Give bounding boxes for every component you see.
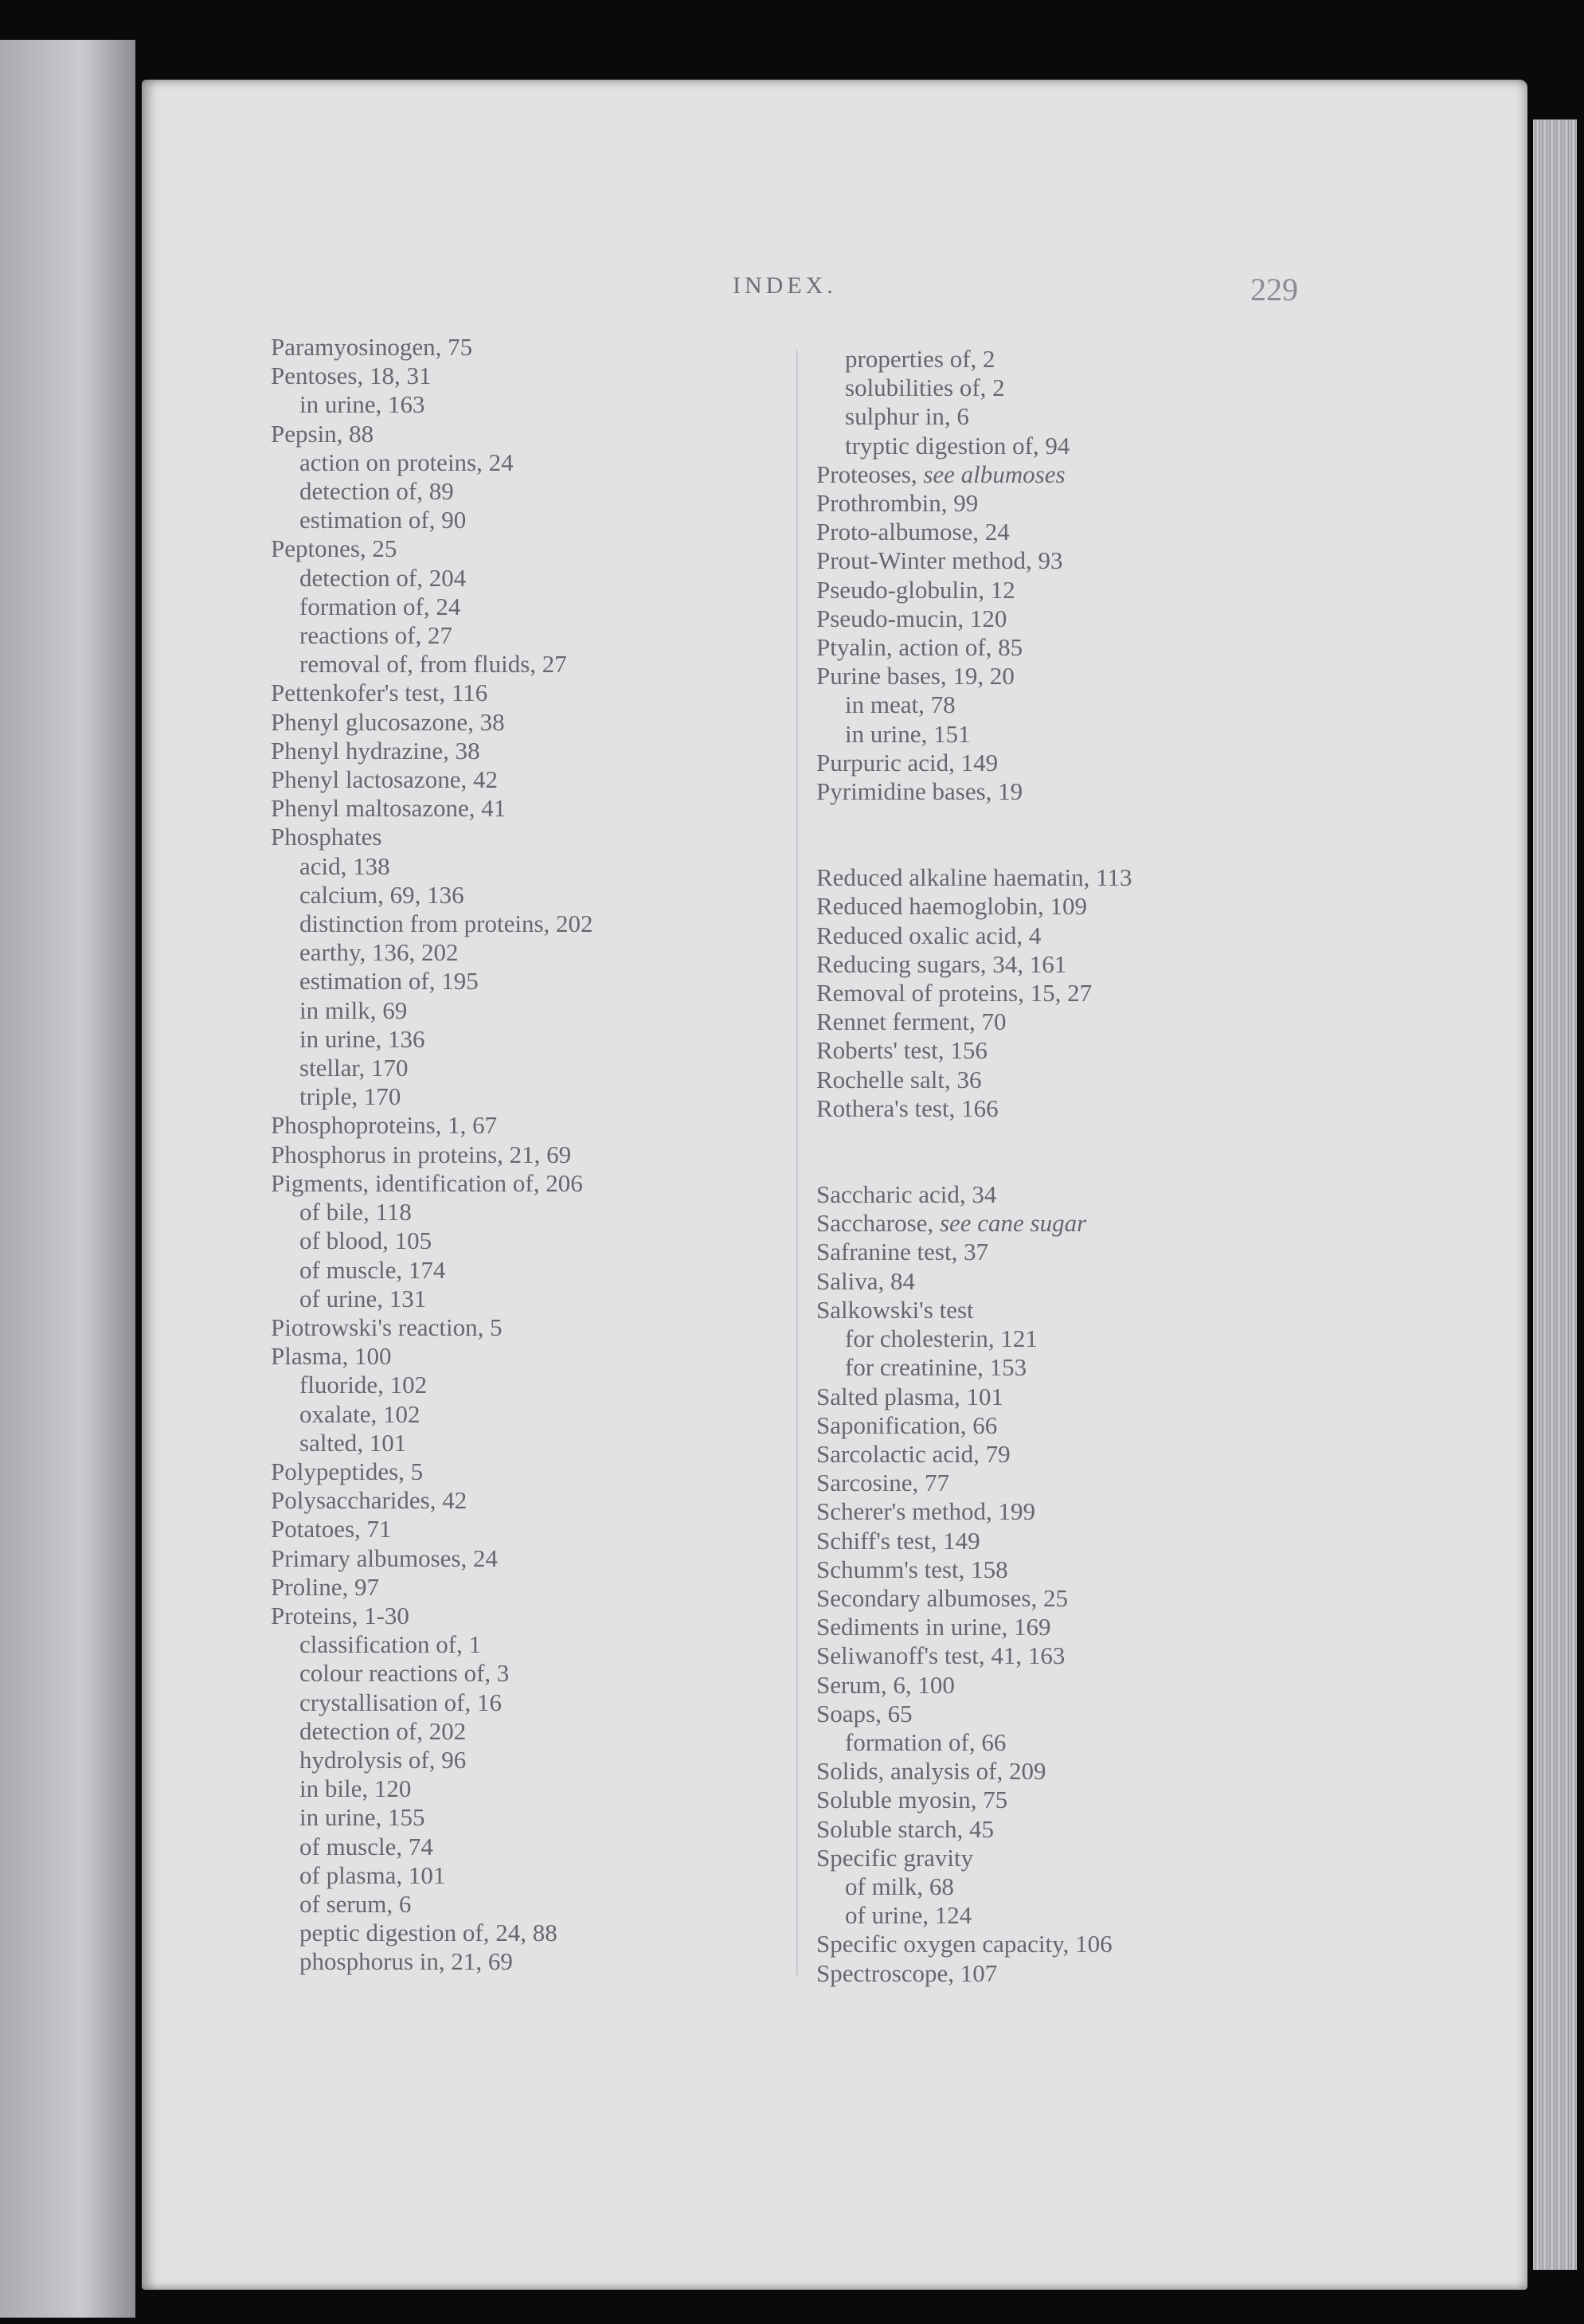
index-entry <box>816 1469 1390 1497</box>
index-subentry <box>816 1872 1390 1901</box>
index-entry <box>271 1111 844 1140</box>
index-entry <box>816 1180 1390 1209</box>
index-entry <box>816 1584 1390 1613</box>
index-column-left <box>271 333 844 1977</box>
entry-text: Saccharose, <box>816 1209 934 1238</box>
index-subentry <box>816 691 1390 719</box>
entry-text: properties of, 2 <box>845 345 995 373</box>
index-entry <box>816 546 1390 575</box>
index-entry <box>816 489 1390 518</box>
entry-text: Soaps, 65 <box>816 1699 913 1727</box>
entry-text: crystallisation of, 16 <box>299 1688 502 1716</box>
entry-text: Pentoses, 18, 31 <box>271 362 432 390</box>
entry-text: Reduced alkaline haematin, 113 <box>816 863 1132 892</box>
index-entry <box>816 1671 1390 1700</box>
index-subentry <box>271 881 844 910</box>
entry-text: Proteoses, <box>816 460 917 488</box>
entry-text: Schiff's test, 149 <box>816 1526 980 1555</box>
index-subentry <box>271 1429 844 1457</box>
index-subentry <box>271 448 844 477</box>
index-entry <box>816 1383 1390 1411</box>
entry-text: of plasma, 101 <box>299 1860 446 1889</box>
entry-text: Prout-Winter method, 93 <box>816 546 1063 575</box>
entry-text: Phosphorus in proteins, 21, 69 <box>271 1140 572 1168</box>
index-entry <box>816 1036 1390 1065</box>
index-entry <box>816 1411 1390 1440</box>
index-entry <box>271 534 844 563</box>
index-entry <box>271 1602 844 1630</box>
see-reference: see albumoses <box>923 460 1066 488</box>
entry-text: Specific gravity <box>816 1843 974 1872</box>
entry-text: estimation of, 90 <box>299 506 467 534</box>
entry-text: Proteins, 1-30 <box>271 1601 409 1630</box>
entry-text: detection of, 202 <box>299 1716 467 1745</box>
entry-text: Seliwanoff's test, 41, 163 <box>816 1641 1066 1670</box>
entry-text: Prothrombin, 99 <box>816 489 979 518</box>
entry-text: Sarcolactic acid, 79 <box>816 1439 1011 1468</box>
index-subentry <box>816 1901 1390 1930</box>
entry-text: Soluble starch, 45 <box>816 1814 994 1843</box>
entry-text: Phosphoproteins, 1, 67 <box>271 1111 498 1140</box>
index-entry <box>816 576 1390 604</box>
index-subentry <box>271 1890 844 1919</box>
index-entry <box>271 1515 844 1543</box>
entry-text: Salkowski's test <box>816 1295 974 1324</box>
entry-text: Schumm's test, 158 <box>816 1555 1008 1583</box>
entry-text: Pettenkofer's test, 116 <box>271 679 488 707</box>
index-entry <box>816 1641 1390 1670</box>
entry-text: peptic digestion of, 24, 88 <box>299 1919 557 1947</box>
entry-text: Sarcosine, 77 <box>816 1469 950 1497</box>
index-subentry <box>271 1919 844 1947</box>
entry-text: of urine, 131 <box>299 1284 427 1313</box>
entry-text: Proto-albumose, 24 <box>816 518 1010 546</box>
entry-text: Proline, 97 <box>271 1572 380 1601</box>
index-subentry <box>271 1659 844 1688</box>
entry-text: calcium, 69, 136 <box>299 880 464 909</box>
index-entry <box>271 1342 844 1371</box>
entry-text: reactions of, 27 <box>299 621 452 650</box>
index-entry <box>816 1296 1390 1324</box>
index-subentry <box>271 1285 844 1313</box>
entry-text: of milk, 68 <box>845 1872 954 1900</box>
entry-text: Saponification, 66 <box>816 1410 998 1439</box>
index-subentry <box>271 390 844 419</box>
entry-text: hydrolysis of, 96 <box>299 1745 467 1774</box>
index-subentry <box>271 1054 844 1082</box>
facing-page-edge <box>0 40 135 2318</box>
index-entry <box>271 1544 844 1573</box>
index-entry <box>816 1757 1390 1786</box>
entry-text: in meat, 78 <box>845 691 956 719</box>
entry-text: Rothera's test, 166 <box>816 1094 999 1122</box>
entry-text: acid, 138 <box>299 851 390 880</box>
entry-text: Pepsin, 88 <box>271 419 374 448</box>
index-entry <box>816 1930 1390 1958</box>
index-entry <box>816 1555 1390 1584</box>
page-stack-edge <box>1533 119 1577 2270</box>
index-subentry <box>271 1833 844 1861</box>
index-subentry <box>271 1947 844 1976</box>
entry-text: Saliva, 84 <box>816 1266 915 1295</box>
entry-text: oxalate, 102 <box>299 1399 420 1428</box>
index-subentry <box>271 1630 844 1659</box>
index-entry <box>816 1815 1390 1844</box>
entry-text: Reducing sugars, 34, 161 <box>816 949 1067 978</box>
entry-text: fluoride, 102 <box>299 1371 428 1399</box>
index-subentry <box>271 938 844 967</box>
index-entry <box>816 1786 1390 1814</box>
entry-text: Polysaccharides, 42 <box>271 1486 467 1515</box>
entry-text: Scherer's method, 199 <box>816 1497 1036 1526</box>
index-subentry <box>271 1774 844 1803</box>
entry-text: solubilities of, 2 <box>845 374 1005 402</box>
index-entry <box>816 662 1390 691</box>
index-entry <box>271 333 844 362</box>
entry-text: Solids, analysis of, 209 <box>816 1757 1046 1786</box>
entry-text: formation of, 66 <box>845 1727 1007 1756</box>
index-entry <box>816 892 1390 921</box>
index-entry <box>816 1440 1390 1469</box>
index-subentry <box>271 996 844 1025</box>
index-entry <box>816 1209 1390 1238</box>
index-subentry <box>271 967 844 996</box>
index-entry <box>271 420 844 448</box>
entry-text: sulphur in, 6 <box>845 402 969 431</box>
index-entry <box>816 1267 1390 1296</box>
index-subentry <box>271 910 844 938</box>
index-entry <box>816 1094 1390 1123</box>
index-entry <box>816 518 1390 546</box>
index-subentry <box>271 1746 844 1774</box>
entry-text: tryptic digestion of, 94 <box>845 431 1070 460</box>
index-entry <box>271 1140 844 1169</box>
entry-text: in urine, 163 <box>299 390 425 419</box>
index-entry <box>816 1844 1390 1872</box>
index-entry <box>816 749 1390 777</box>
entry-text: of serum, 6 <box>299 1889 412 1918</box>
entry-text: Pigments, identification of, 206 <box>271 1168 583 1197</box>
entry-text: Roberts' test, 156 <box>816 1036 988 1065</box>
entry-text: of muscle, 74 <box>299 1832 433 1860</box>
entry-text: for creatinine, 153 <box>845 1353 1027 1382</box>
entry-text: Purpuric acid, 149 <box>816 748 999 777</box>
running-head: INDEX. <box>733 272 837 299</box>
index-entry <box>271 823 844 851</box>
entry-text: of blood, 105 <box>299 1227 432 1255</box>
index-subentry <box>271 593 844 621</box>
index-entry <box>271 1486 844 1515</box>
index-entry <box>816 633 1390 662</box>
index-entry <box>816 1959 1390 1988</box>
index-entry <box>816 460 1390 489</box>
entry-text: Pyrimidine bases, 19 <box>816 777 1023 806</box>
entry-text: formation of, 24 <box>299 592 461 620</box>
entry-text: colour reactions of, 3 <box>299 1659 510 1688</box>
entry-text: Potatoes, 71 <box>271 1515 392 1543</box>
entry-text: Rennet ferment, 70 <box>816 1007 1007 1036</box>
index-entry <box>271 1313 844 1342</box>
entry-text: Reduced haemoglobin, 109 <box>816 892 1088 921</box>
entry-text: Ptyalin, action of, 85 <box>816 633 1023 662</box>
index-entry <box>816 777 1390 806</box>
index-entry <box>816 950 1390 979</box>
entry-text: action on proteins, 24 <box>299 448 514 476</box>
entry-text: earthy, 136, 202 <box>299 938 459 967</box>
entry-text: in bile, 120 <box>299 1774 412 1803</box>
index-subentry <box>271 1256 844 1285</box>
entry-text: removal of, from fluids, 27 <box>299 650 567 679</box>
entry-text: Phenyl lactosazone, 42 <box>271 765 498 794</box>
index-subentry <box>271 1400 844 1429</box>
entry-text: Safranine test, 37 <box>816 1238 989 1266</box>
index-entry <box>271 794 844 823</box>
entry-text: in urine, 136 <box>299 1024 425 1053</box>
entry-text: Pseudo-mucin, 120 <box>816 604 1007 632</box>
index-subentry <box>816 402 1390 431</box>
entry-text: Phenyl hydrazine, 38 <box>271 736 480 765</box>
index-column-right <box>816 345 1390 1988</box>
entry-text: of bile, 118 <box>299 1198 412 1227</box>
entry-text: Primary albumoses, 24 <box>271 1543 498 1572</box>
index-entry <box>271 1457 844 1486</box>
index-subentry <box>271 650 844 679</box>
entry-text: Soluble myosin, 75 <box>816 1786 1008 1814</box>
entry-text: Secondary albumoses, 25 <box>816 1583 1068 1612</box>
index-entry <box>271 679 844 707</box>
index-entry <box>816 1700 1390 1728</box>
index-subentry <box>271 1861 844 1890</box>
entry-text: Removal of proteins, 15, 27 <box>816 979 1093 1007</box>
entry-text: detection of, 204 <box>299 563 467 592</box>
entry-text: Polypeptides, 5 <box>271 1457 424 1485</box>
index-subentry <box>816 1324 1390 1353</box>
entry-text: phosphorus in, 21, 69 <box>299 1947 513 1976</box>
index-subentry <box>816 720 1390 749</box>
index-subentry <box>816 432 1390 460</box>
entry-text: stellar, 170 <box>299 1054 409 1082</box>
entry-text: Salted plasma, 101 <box>816 1382 1004 1410</box>
entry-text: triple, 170 <box>299 1082 401 1111</box>
index-entry <box>816 1066 1390 1094</box>
entry-text: Phosphates <box>271 823 382 851</box>
entry-text: Plasma, 100 <box>271 1342 392 1371</box>
index-subentry <box>271 564 844 593</box>
section-gap <box>816 1123 1390 1180</box>
page-number: 229 <box>1250 272 1298 307</box>
entry-text: in urine, 155 <box>299 1803 425 1832</box>
entry-text: Saccharic acid, 34 <box>816 1180 997 1209</box>
index-entry <box>816 1007 1390 1036</box>
entry-text: Piotrowski's reaction, 5 <box>271 1313 503 1341</box>
index-subentry <box>271 1688 844 1717</box>
entry-text: distinction from proteins, 202 <box>299 910 593 938</box>
index-entry <box>271 1169 844 1198</box>
index-subentry <box>271 1227 844 1255</box>
index-entry <box>816 1497 1390 1526</box>
entry-text: classification of, 1 <box>299 1630 482 1659</box>
index-subentry <box>271 1803 844 1832</box>
index-entry <box>816 604 1390 633</box>
entry-text: for cholesterin, 121 <box>845 1324 1038 1353</box>
index-subentry <box>816 1353 1390 1382</box>
entry-text: Reduced oxalic acid, 4 <box>816 921 1042 949</box>
index-entry <box>816 863 1390 892</box>
index-entry <box>271 1573 844 1602</box>
entry-text: Phenyl maltosazone, 41 <box>271 794 506 823</box>
index-entry <box>816 1527 1390 1555</box>
section-gap <box>816 806 1390 863</box>
index-subentry <box>271 1198 844 1227</box>
index-entry <box>816 979 1390 1007</box>
entry-text: detection of, 89 <box>299 477 454 506</box>
entry-text: Paramyosinogen, 75 <box>271 333 473 361</box>
index-entry <box>816 1613 1390 1641</box>
entry-text: estimation of, 195 <box>299 967 479 996</box>
entry-text: in urine, 151 <box>845 719 971 748</box>
index-subentry <box>271 1717 844 1746</box>
index-entry <box>271 362 844 390</box>
entry-text: Sediments in urine, 169 <box>816 1613 1051 1641</box>
index-subentry <box>271 1082 844 1111</box>
index-subentry <box>816 1728 1390 1757</box>
entry-text: Rochelle salt, 36 <box>816 1065 982 1094</box>
entry-text: Purine bases, 19, 20 <box>816 662 1015 691</box>
entry-text: Peptones, 25 <box>271 534 397 563</box>
index-entry <box>816 921 1390 950</box>
index-entry <box>271 708 844 737</box>
index-subentry <box>271 1025 844 1054</box>
index-subentry <box>271 1371 844 1399</box>
index-subentry <box>816 374 1390 402</box>
entry-text: Phenyl glucosazone, 38 <box>271 707 505 736</box>
entry-text: of urine, 124 <box>845 1901 972 1930</box>
index-subentry <box>816 345 1390 374</box>
index-subentry <box>271 852 844 881</box>
index-entry <box>816 1238 1390 1266</box>
column-divider <box>796 350 798 1975</box>
index-subentry <box>271 621 844 650</box>
entry-text: Spectroscope, 107 <box>816 1958 998 1987</box>
entry-text: salted, 101 <box>299 1428 407 1457</box>
index-subentry <box>271 506 844 534</box>
entry-text: Serum, 6, 100 <box>816 1670 955 1699</box>
entry-text: in milk, 69 <box>299 996 408 1024</box>
entry-text: of muscle, 174 <box>299 1255 446 1284</box>
entry-text: Specific oxygen capacity, 106 <box>816 1930 1113 1958</box>
index-entry <box>271 765 844 794</box>
entry-text: Pseudo-globulin, 12 <box>816 575 1015 604</box>
index-subentry <box>271 477 844 506</box>
index-entry <box>271 737 844 765</box>
see-reference: see cane sugar <box>939 1209 1087 1238</box>
